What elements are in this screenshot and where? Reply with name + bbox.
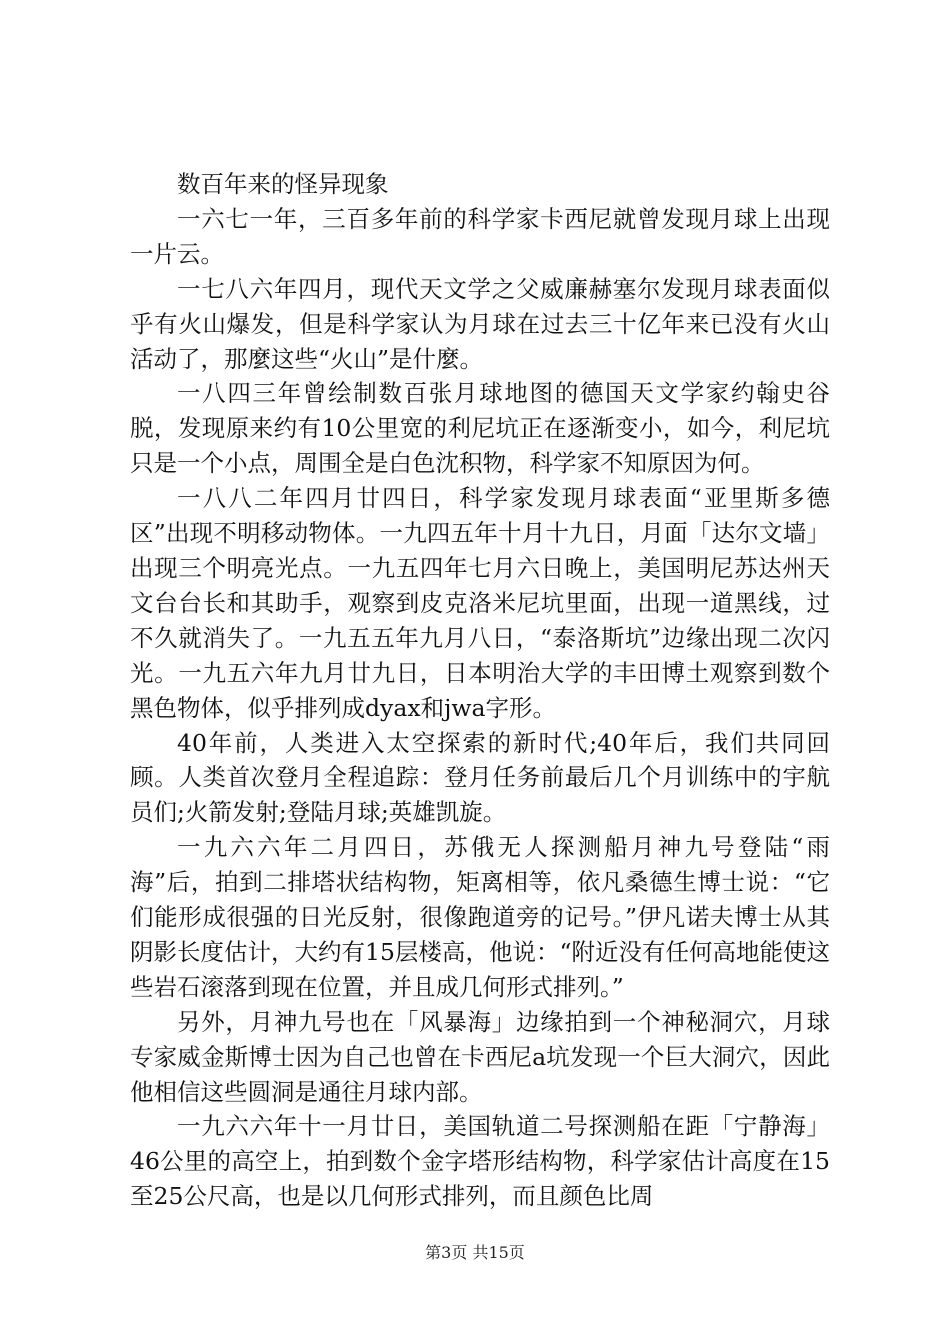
paragraph: 一八四三年曾绘制数百张月球地图的德国天文学家约翰史谷脱，发现原来约有10公里宽的利尼坑正在逐渐变小，如今，利尼坑只是一个小点，周围全是白色沈积物，科学家不知原因为何。 <box>130 379 830 478</box>
paragraph: 一九六六年二月四日，苏俄无人探测船月神九号登陆“雨海”后，拍到二排塔状结构物，矩离相等，依凡桑德生博士说：“它们能形成很强的日光反射，很像跑道旁的记号。”伊凡诺夫博士从其阴影长度估计，大约有15层楼高，他说：“附近没有任何高地能使这些岩石滚落到现在位置，并且成几何形式排列。” <box>130 833 830 1001</box>
page-footer: 第3页 共15页 <box>425 1243 525 1262</box>
paragraph: 一六七一年，三百多年前的科学家卡西尼就曾发现月球上出现一片云。 <box>130 204 830 268</box>
paragraph: 40年前，人类进入太空探索的新时代;40年后，我们共同回顾。人类首次登月全程追踪：登月任务前最后几个月训练中的宇航员们;火箭发射;登陆月球;英雄凯旋。 <box>130 728 830 827</box>
paragraph: 一七八六年四月，现代天文学之父威廉赫塞尔发现月球表面似乎有火山爆发，但是科学家认为月球在过去三十亿年来已没有火山活动了，那麼这些“火山”是什麼。 <box>130 274 830 373</box>
document-body <box>130 167 830 1214</box>
paragraph: 一八八二年四月廿四日，科学家发现月球表面“亚里斯多德区”出现不明移动物体。一九四五年十月十九日，月面「达尔文墙」出现三个明亮光点。一九五四年七月六日晚上，美国明尼苏达州天文台台长和其助手，观察到皮克洛米尼坑里面，出现一道黑线，过不久就消失了。一九五五年九月八日，“泰洛斯坑”边缘出现二次闪光。一九五六年九月廿九日，日本明治大学的丰田博土观察到数个黑色物体，似乎排列成dyax和jwa字形。 <box>130 484 830 722</box>
paragraph: 一九六六年十一月廿日，美国轨道二号探测船在距「宁静海」46公里的高空上，拍到数个金字塔形结构物，科学家估计高度在15至25公尺高，也是以几何形式排列，而且颜色比周 <box>130 1112 830 1211</box>
section-heading: 数百年来的怪异现象 <box>177 170 389 198</box>
paragraph: 另外，月神九号也在「风暴海」边缘拍到一个神秘洞穴，月球专家威金斯博士因为自己也曾在卡西尼a坑发现一个巨大洞穴，因此他相信这些圆洞是通往月球内部。 <box>130 1007 830 1106</box>
